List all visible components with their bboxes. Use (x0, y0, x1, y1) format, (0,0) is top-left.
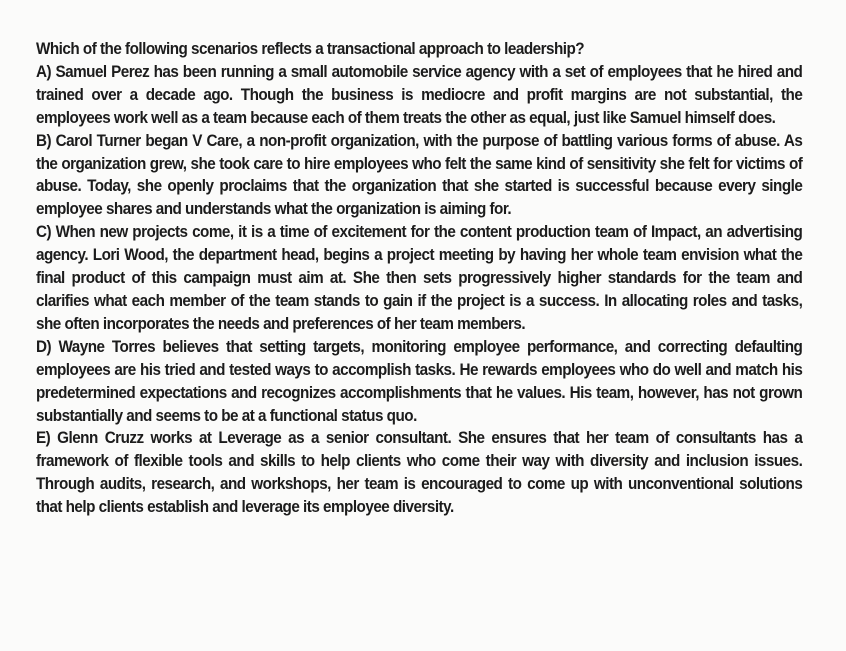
option-b: B) Carol Turner began V Care, a non-profit organization, with the purpose of battling various forms of abuse. As the organization grew, she took care to hire employees who felt the same kind of sensitivity she felt for victims of abuse. Today, she openly proclaims that the organization that she started is successful because every single employee shares and understands what the organization is aiming for. (36, 131, 803, 219)
option-c: C) When new projects come, it is a time of excitement for the content production team of Impact, an advertising agency. Lori Wood, the department head, begins a project meeting by having her whole team envision what the final product of this campaign must aim at. She then sets progressively higher standards for the team and clarifies what each member of the team stands to gain if the project is a success. In allocating roles and tasks, she often incorporates the needs and preferences of her team members. (36, 223, 803, 333)
option-d: D) Wayne Torres believes that setting targets, monitoring employee performance, and correcting defaulting employees are his tried and tested ways to accomplish tasks. He rewards employees who do well and match his predetermined expectations and recognizes accomplishments that he values. His team, however, has not grown substantially and seems to be at a functional status quo. (36, 337, 803, 425)
question-block (36, 38, 802, 519)
option-e: E) Glenn Cruzz works at Leverage as a senior consultant. She ensures that her team of consultants has a framework of flexible tools and skills to help clients who come their way with diversity and inclusion issues. Through audits, research, and workshops, her team is encouraged to come up with unconventional solutions that help clients establish and leverage its employee diversity. (36, 429, 803, 517)
question-text: Which of the following scenarios reflects a transactional approach to leadership? (36, 40, 585, 58)
option-a: A) Samuel Perez has been running a small automobile service agency with a set of employees that he hired and trained over a decade ago. Though the business is mediocre and profit margins are not substantial, the employees work well as a team because each of them treats the other as equal, just like Samuel himself does. (36, 62, 803, 127)
